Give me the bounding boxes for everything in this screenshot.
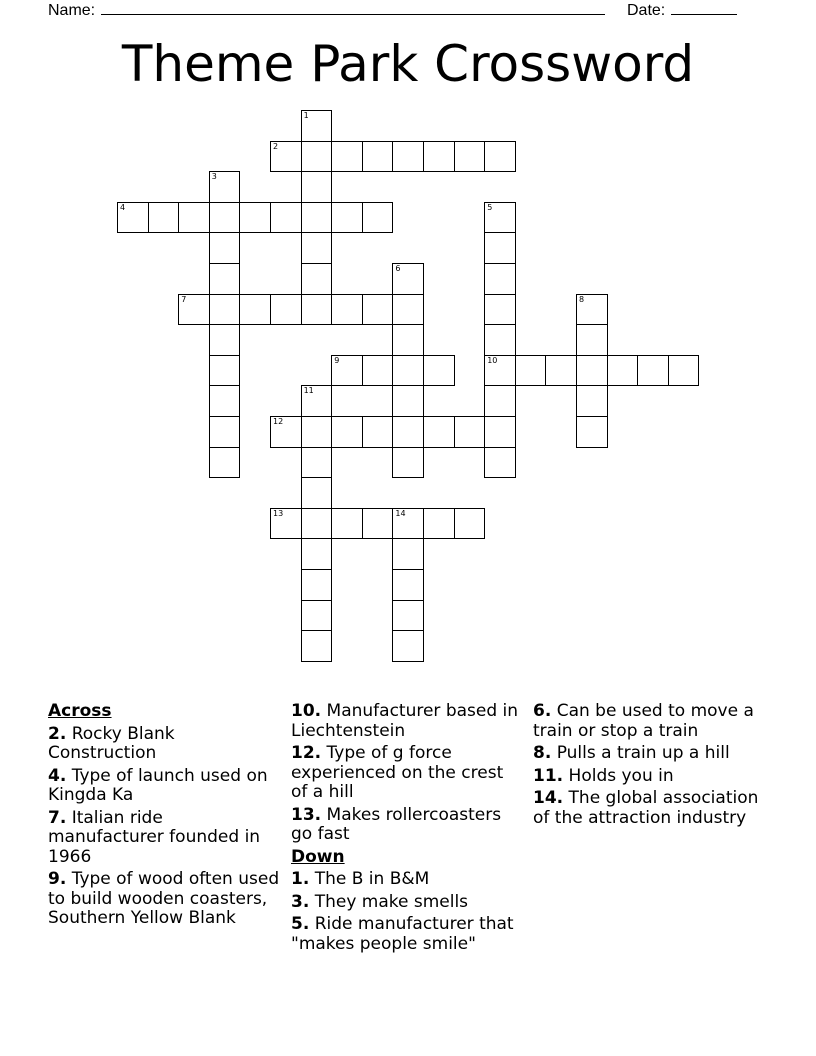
crossword-cell[interactable]	[301, 141, 333, 173]
crossword-cell[interactable]	[270, 294, 302, 326]
clue-across-9: 9. Type of wood often used to build wooden coasters, Southern Yellow Blank	[48, 869, 280, 928]
crossword-cell[interactable]	[362, 294, 394, 326]
name-label: Name:	[48, 2, 96, 19]
crossword-cell[interactable]	[209, 263, 241, 295]
crossword-cell[interactable]	[301, 630, 333, 662]
cell-number: 2	[273, 141, 279, 151]
crossword-cell[interactable]	[576, 355, 608, 387]
crossword-cell[interactable]	[576, 385, 608, 417]
crossword-cell[interactable]	[484, 141, 516, 173]
clue-down-5: 5. Ride manufacturer that "makes people smile"	[291, 914, 514, 954]
crossword-cell[interactable]	[392, 385, 424, 417]
crossword-cell[interactable]	[392, 355, 424, 387]
crossword-cell[interactable]	[117, 202, 149, 234]
crossword-cell[interactable]	[301, 385, 333, 417]
across-heading: Across	[48, 701, 112, 721]
crossword-cell[interactable]	[423, 416, 455, 448]
crossword-cell[interactable]	[454, 416, 486, 448]
clue-down-1: 1. The B in B&M	[291, 869, 430, 889]
crossword-cell[interactable]	[148, 202, 180, 234]
crossword-cell[interactable]	[209, 232, 241, 264]
clues-column-1	[48, 702, 280, 932]
crossword-cell[interactable]	[607, 355, 639, 387]
clue-across-7: 7. Italian ride manufacturer founded in 1966	[48, 807, 261, 867]
crossword-cell[interactable]	[392, 324, 424, 356]
crossword-cell[interactable]	[209, 324, 241, 356]
page-title: Theme Park Crossword	[121, 35, 695, 93]
crossword-cell[interactable]	[331, 416, 363, 448]
crossword-cell[interactable]	[209, 202, 241, 234]
crossword-cell[interactable]	[270, 202, 302, 234]
crossword-cell[interactable]	[239, 202, 271, 234]
crossword-cell[interactable]	[301, 477, 333, 509]
cell-number: 9	[334, 355, 340, 365]
crossword-cell[interactable]	[301, 110, 333, 142]
crossword-cell[interactable]	[392, 294, 424, 326]
crossword-cell[interactable]	[301, 416, 333, 448]
crossword-cell[interactable]	[301, 447, 333, 479]
cell-number: 3	[211, 172, 217, 182]
crossword-cell[interactable]	[331, 202, 363, 234]
crossword-cell[interactable]	[209, 294, 241, 326]
crossword-cell[interactable]	[209, 447, 241, 479]
crossword-cell[interactable]	[301, 294, 333, 326]
crossword-cell[interactable]	[484, 202, 516, 234]
down-heading: Down	[291, 846, 345, 867]
crossword-cell[interactable]	[484, 294, 516, 326]
clue-across-4: 4. Type of launch used on Kingda Ka	[48, 765, 268, 805]
crossword-cell[interactable]	[392, 600, 424, 632]
crossword-cell[interactable]	[331, 141, 363, 173]
crossword-cell[interactable]	[484, 385, 516, 417]
crossword-cell[interactable]	[545, 355, 577, 387]
crossword-cell[interactable]	[301, 202, 333, 234]
crossword-cell[interactable]	[576, 294, 608, 326]
crossword-cell[interactable]	[484, 355, 516, 387]
crossword-cell[interactable]	[362, 141, 394, 173]
cell-number: 4	[120, 202, 126, 212]
clue-across-12: 12. Type of g force experienced on the crest of a hill	[291, 743, 504, 802]
crossword-cell[interactable]	[392, 141, 424, 173]
crossword-cell[interactable]	[301, 232, 333, 264]
clue-down-6: 6. Can be used to move a train or stop a train	[533, 701, 754, 741]
crossword-cell[interactable]	[301, 569, 333, 601]
crossword-cell[interactable]	[209, 416, 241, 448]
crossword-cell[interactable]	[484, 416, 516, 448]
crossword-cell[interactable]	[178, 294, 210, 326]
crossword-cell[interactable]	[301, 538, 333, 570]
clue-across-10: 10. Manufacturer based in Liechtenstein	[291, 701, 519, 741]
clue-across-2: 2. Rocky Blank Construction	[48, 723, 175, 763]
crossword-cell[interactable]	[515, 355, 547, 387]
cell-number: 6	[395, 264, 401, 273]
cell-number: 8	[579, 294, 585, 304]
crossword-cell[interactable]	[484, 324, 516, 356]
crossword-cell[interactable]	[392, 263, 424, 295]
crossword-cell[interactable]	[362, 416, 394, 448]
clues-column-3	[533, 702, 763, 831]
crossword-cell[interactable]	[362, 355, 394, 387]
crossword-cell[interactable]	[331, 355, 363, 387]
crossword-cell[interactable]	[392, 538, 424, 570]
crossword-cell[interactable]	[423, 508, 455, 540]
crossword-cell[interactable]	[331, 294, 363, 326]
crossword-cell[interactable]	[239, 294, 271, 326]
clue-across-13: 13. Makes rollercoasters go fast	[291, 804, 502, 844]
cell-number: 12	[273, 417, 284, 426]
crossword-cell[interactable]	[392, 630, 424, 662]
cell-number: 10	[487, 355, 498, 365]
clue-down-8: 8. Pulls a train up a hill	[533, 743, 730, 763]
crossword-cell[interactable]	[301, 508, 333, 540]
crossword-cell[interactable]	[454, 141, 486, 173]
clue-down-11: 11. Holds you in	[533, 765, 674, 786]
cell-number: 1	[303, 111, 309, 120]
crossword-cell[interactable]	[484, 232, 516, 264]
crossword-cell[interactable]	[209, 355, 241, 387]
date-label: Date:	[627, 2, 666, 19]
crossword-cell[interactable]	[484, 447, 516, 479]
crossword-cell[interactable]	[423, 141, 455, 173]
crossword-cell[interactable]	[270, 416, 302, 448]
cell-number: 11	[303, 386, 314, 396]
cell-number: 13	[273, 508, 284, 518]
crossword-cell[interactable]	[331, 508, 363, 540]
crossword-cell[interactable]	[301, 263, 333, 295]
crossword-cell[interactable]	[637, 355, 669, 387]
crossword-cell[interactable]	[392, 508, 424, 540]
clue-down-14: 14. The global association of the attraction industry	[533, 788, 759, 828]
crossword-cell[interactable]	[270, 508, 302, 540]
crossword-cell[interactable]	[576, 416, 608, 448]
crossword-cell[interactable]	[362, 202, 394, 234]
crossword-cell[interactable]	[392, 447, 424, 479]
crossword-cell[interactable]	[576, 324, 608, 356]
cell-number: 14	[395, 508, 406, 518]
crossword-cell[interactable]	[668, 355, 700, 387]
crossword-cell[interactable]	[178, 202, 210, 234]
crossword-cell[interactable]	[301, 171, 333, 203]
crossword-cell[interactable]	[392, 569, 424, 601]
clue-down-3: 3. They make smells	[291, 891, 469, 912]
crossword-cell[interactable]	[362, 508, 394, 540]
crossword-cell[interactable]	[392, 416, 424, 448]
crossword-cell[interactable]	[484, 263, 516, 295]
crossword-cell[interactable]	[454, 508, 486, 540]
cell-number: 5	[487, 202, 493, 212]
crossword-cell[interactable]	[209, 385, 241, 417]
clues-column-2	[291, 702, 525, 957]
crossword-cell[interactable]	[423, 355, 455, 387]
crossword-cell[interactable]	[209, 171, 241, 203]
cell-number: 7	[181, 294, 187, 304]
crossword-cell[interactable]	[270, 141, 302, 173]
crossword-cell[interactable]	[301, 600, 333, 632]
